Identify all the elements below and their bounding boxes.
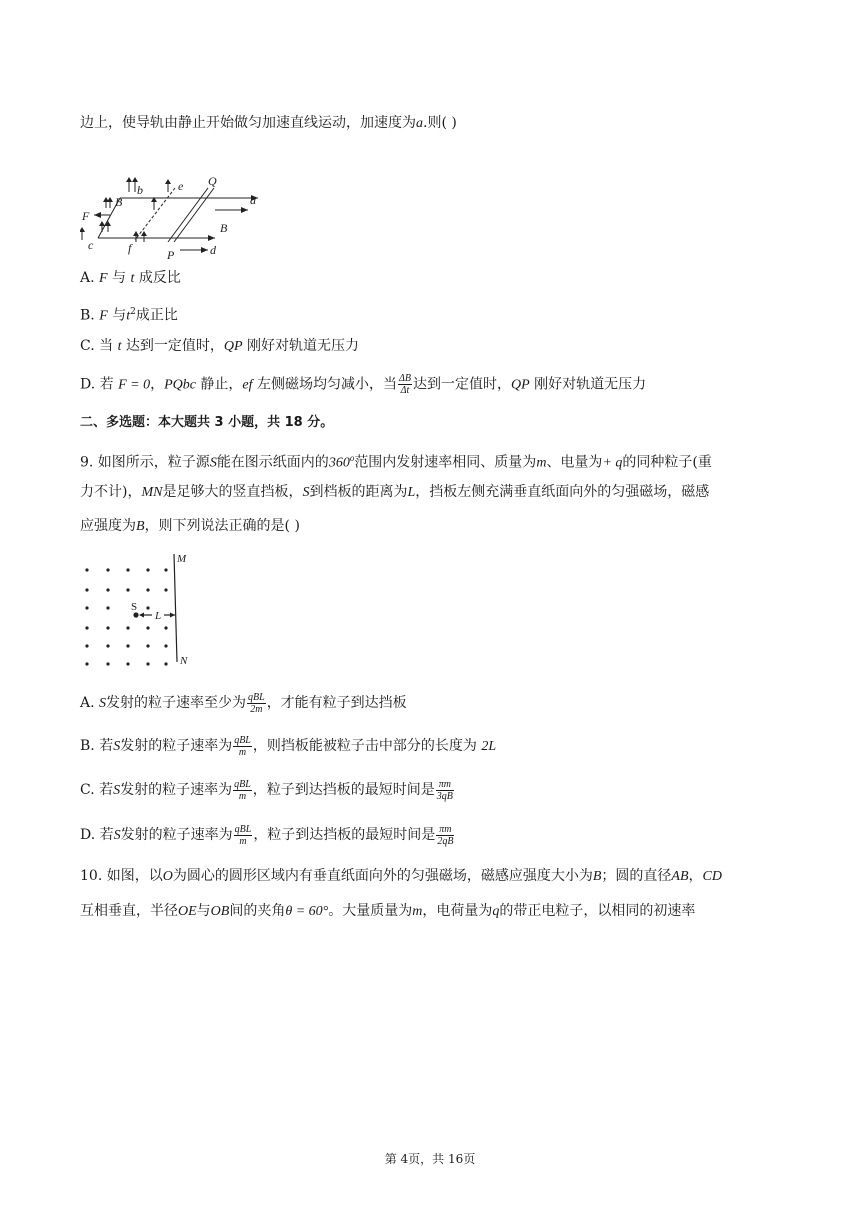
label-B1: B xyxy=(115,195,123,209)
rod-pq-2 xyxy=(174,188,214,242)
source-S-dot xyxy=(133,612,138,617)
q9-option-c: C. 若S发射的粒子速率为 $\frac{\text{qBL}}{m}$ ，粒子到达挡板的最短时间是 $\frac{\pi m}{3qB}$ xyxy=(80,778,453,802)
label-B2: B xyxy=(220,221,228,235)
fraction-qBL-2m: $\frac{\text{qBL}}{2m}$ xyxy=(248,691,265,715)
q9-field-figure xyxy=(78,552,198,670)
q9-option-b: B. 若S发射的粒子速率为 $\frac{\text{qBL}}{m}$ ，则挡板能被粒子击中部分的长度为 2L xyxy=(80,734,497,758)
label-c: c xyxy=(88,238,94,252)
fraction-pim-3qB: $\frac{\pi m}{3qB}$ xyxy=(436,778,453,802)
q9-option-d: D. 若S发射的粒子速率为 $\frac{\text{qBL}}{m}$ ，粒子到达挡板的最短时间是 $\frac{\pi m}{2qB}$ xyxy=(80,823,454,847)
label-F: F xyxy=(82,209,90,223)
label-d: d xyxy=(210,243,216,257)
q8-stem-continued xyxy=(80,113,457,134)
rod-pq-1 xyxy=(168,188,208,242)
fraction-qBL-m: $\frac{\text{qBL}}{m}$ xyxy=(234,778,251,802)
q8-rail-figure xyxy=(80,170,265,265)
q8-stem-text: 边上，使导轨由静止开始做匀加速直线运动，加速度为 xyxy=(80,115,416,131)
section-heading-multiple-choice: 二、多选题：本大题共 3 小题，共 18 分。 xyxy=(80,415,334,430)
q10-stem-line2: 互相垂直，半径OE与OB间的夹角θ = 60°。大量质量为m，电荷量为q的带正电粒子，以相同的初速率 xyxy=(80,903,696,919)
label-Q: Q xyxy=(208,174,217,188)
label-P: P xyxy=(167,248,175,262)
q8-option-b: B. F 与$t^2$成正比 xyxy=(80,307,178,324)
fraction-qBL-m: $\frac{\text{qBL}}{m}$ xyxy=(234,734,251,758)
label-S: S xyxy=(131,601,138,613)
label-e: e xyxy=(178,179,184,193)
q9-stem-line3: 应强度为B，则下列说法正确的是( ) xyxy=(80,518,300,534)
label-a: a xyxy=(250,193,256,207)
q8-option-a: A. F 与 t 成反比 xyxy=(80,270,181,286)
label-L: L xyxy=(155,610,162,622)
label-N: N xyxy=(180,655,188,667)
page-footer: 第 4页，共 16页 xyxy=(384,1152,476,1166)
q9-stem-line1: 9. 如图所示，粒子源S能在图示纸面内的360$^o$范围内发射速率相同、质量为m、电量为+ q的同种粒子(重 xyxy=(80,453,712,471)
fraction-qBL-m: $\frac{\text{qBL}}{m}$ xyxy=(234,823,252,847)
q9-option-a: A. S发射的粒子速率至少为 $\frac{\text{qBL}}{2m}$ ，才能有粒子到达挡板 xyxy=(80,691,407,715)
q10-stem-line1: 10. 如图，以O为圆心的圆形区域内有垂直纸面向外的匀强磁场，磁感应强度大小为B；圆的直径AB，CD xyxy=(80,868,722,884)
q8-stem-end: .则( ) xyxy=(423,115,457,131)
fraction-pim-2qB: $\frac{\pi m}{2qB}$ xyxy=(437,823,454,847)
label-f: f xyxy=(128,241,132,255)
fraction-dB-dt: $\frac{\Delta B}{\Delta t}$ xyxy=(398,373,411,396)
q8-option-d: D. 若 F = 0，PQbc 静止，ef 左侧磁场均匀减小，当 $\frac{\Delta B}{\Delta t}$ 达到一定值时，QP 刚好对轨道无压力 xyxy=(80,373,647,396)
q8-stem-var: a xyxy=(416,116,423,131)
label-M: M xyxy=(177,553,187,565)
q9-stem-line2: 力不计)，MN是足够大的竖直挡板，S到档板的距离为L，挡板左侧充满垂直纸面向外的匀强磁场，磁感 xyxy=(80,484,710,500)
q8-option-c: C. 当 t 达到一定值时，QP 刚好对轨道无压力 xyxy=(80,338,360,354)
plate-MN xyxy=(174,554,177,662)
label-b: b xyxy=(137,183,143,197)
